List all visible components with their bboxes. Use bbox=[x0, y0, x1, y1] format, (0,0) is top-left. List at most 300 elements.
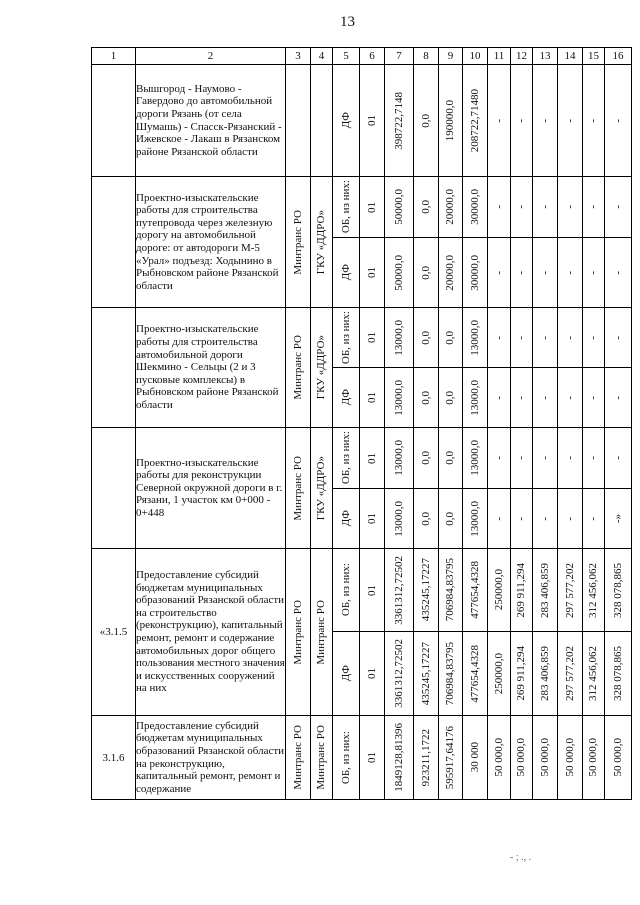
cell-value: 208722,71480 bbox=[468, 88, 481, 153]
participant-text: ГКУ «ДДРО» bbox=[315, 455, 327, 521]
cell-value: - bbox=[563, 456, 576, 460]
cell-value: - bbox=[538, 118, 551, 123]
cell-value: - bbox=[563, 395, 576, 400]
cell-c7 bbox=[385, 549, 414, 632]
cell-value: 0,0 bbox=[419, 511, 432, 526]
cell-c6 bbox=[360, 632, 385, 716]
cell-c8 bbox=[414, 177, 439, 238]
cell-c14 bbox=[558, 632, 583, 716]
participant bbox=[311, 716, 333, 800]
cell-c6 bbox=[360, 489, 385, 549]
table-row bbox=[92, 716, 632, 800]
cell-c16 bbox=[605, 308, 632, 368]
cell-c9 bbox=[439, 549, 463, 632]
cell-value: 0,0 bbox=[419, 390, 432, 405]
cell-value: ОБ, из них: bbox=[339, 730, 352, 785]
cell-value: ОБ, из них: bbox=[339, 431, 352, 485]
cell-c13 bbox=[533, 368, 558, 428]
cell-value: 297 577,202 bbox=[563, 646, 576, 701]
cell-c8 bbox=[414, 549, 439, 632]
cell-value: - bbox=[515, 205, 527, 209]
cell-value: ДФ bbox=[339, 264, 352, 281]
cell-c12 bbox=[511, 238, 533, 308]
cell-value: 30 000 bbox=[468, 742, 481, 773]
cell-value: 01 bbox=[365, 332, 378, 343]
cell-c16 bbox=[605, 177, 632, 238]
cell-c8 bbox=[414, 65, 439, 177]
cell-value: 595917,64176 bbox=[444, 725, 456, 790]
cell-c12 bbox=[511, 428, 533, 489]
cell-c14 bbox=[558, 238, 583, 308]
cell-c11 bbox=[488, 177, 511, 238]
responsible-executor bbox=[286, 65, 311, 177]
cell-value: ОБ, из них: bbox=[339, 180, 352, 234]
program-table bbox=[91, 47, 632, 800]
participant bbox=[311, 308, 333, 428]
responsible-executor bbox=[286, 716, 311, 800]
cell-value: 50 000,0 bbox=[538, 738, 551, 777]
column-number-16: 16 bbox=[605, 48, 632, 65]
item-number bbox=[92, 428, 136, 549]
cell-value: 01 bbox=[365, 668, 378, 679]
cell-c5 bbox=[333, 308, 360, 368]
page-number: 13 bbox=[340, 14, 355, 30]
cell-value: 312 456,062 bbox=[587, 562, 599, 618]
participant-text: Минтранс РО bbox=[315, 725, 327, 790]
column-number-12: 12 bbox=[511, 48, 533, 65]
cell-c8 bbox=[414, 716, 439, 800]
cell-c14 bbox=[558, 368, 583, 428]
cell-value: -» bbox=[611, 513, 624, 524]
cell-value: - bbox=[587, 395, 599, 400]
cell-value: 01 bbox=[365, 392, 378, 403]
cell-c13 bbox=[533, 716, 558, 800]
cell-value: 398722,7148 bbox=[392, 91, 405, 150]
cell-value: - bbox=[515, 270, 527, 275]
item-number bbox=[92, 308, 136, 428]
participant-text: ГКУ «ДДРО» bbox=[315, 335, 327, 400]
cell-c8 bbox=[414, 368, 439, 428]
cell-value: - bbox=[492, 118, 505, 123]
cell-c10 bbox=[463, 549, 488, 632]
cell-c7 bbox=[385, 308, 414, 368]
cell-value: ДФ bbox=[339, 389, 352, 406]
cell-c8 bbox=[414, 238, 439, 308]
cell-value: 13000,0 bbox=[468, 440, 481, 476]
cell-value: 706984,83795 bbox=[444, 641, 456, 706]
cell-value: 0,0 bbox=[419, 113, 432, 128]
cell-value: 30000,0 bbox=[468, 189, 481, 225]
cell-value: 435245,17227 bbox=[419, 558, 432, 622]
cell-c10 bbox=[463, 368, 488, 428]
cell-c8 bbox=[414, 489, 439, 549]
cell-value: 50 000,0 bbox=[611, 738, 624, 777]
cell-c5 bbox=[333, 65, 360, 177]
cell-value: 13000,0 bbox=[392, 319, 405, 356]
cell-c6 bbox=[360, 177, 385, 238]
cell-value: 0,0 bbox=[444, 330, 456, 345]
cell-value: - bbox=[515, 456, 527, 460]
cell-value: - bbox=[538, 270, 551, 275]
cell-c14 bbox=[558, 308, 583, 368]
cell-c11 bbox=[488, 632, 511, 716]
item-description: Проектно-изыскательские работы для строительства путепровода через железную дорогу на автомобильной дороге: от автодороги М-5 «Урал» подъезд: Ходынино в Рыбновском районе Рязанской области bbox=[136, 177, 286, 308]
cell-value: - bbox=[538, 335, 551, 340]
cell-value: 250000,0 bbox=[492, 652, 505, 695]
cell-c15 bbox=[583, 716, 605, 800]
cell-value: - bbox=[611, 395, 624, 400]
cell-value: 477654,4328 bbox=[468, 561, 481, 619]
cell-c5 bbox=[333, 177, 360, 238]
cell-c15 bbox=[583, 489, 605, 549]
cell-value: 50 000,0 bbox=[515, 738, 527, 777]
cell-c7 bbox=[385, 238, 414, 308]
cell-c13 bbox=[533, 177, 558, 238]
cell-c14 bbox=[558, 65, 583, 177]
cell-c15 bbox=[583, 549, 605, 632]
participant bbox=[311, 549, 333, 716]
item-description: Предоставление субсидий бюджетам муниципальных образований Рязанской области на строительство (реконструкцию), капитальный ремонт, ремонт и содержание автомобильных дорог общего пользования местного значения и искусственных сооружений на них bbox=[136, 549, 286, 716]
cell-value: 20000,0 bbox=[444, 189, 456, 225]
cell-c15 bbox=[583, 238, 605, 308]
cell-value: - bbox=[587, 456, 599, 460]
cell-c12 bbox=[511, 489, 533, 549]
cell-value: ДФ bbox=[339, 665, 352, 682]
column-number-13: 13 bbox=[533, 48, 558, 65]
column-number-5: 5 bbox=[333, 48, 360, 65]
item-number: 3.1.6 bbox=[92, 716, 136, 800]
cell-c7 bbox=[385, 177, 414, 238]
cell-c7 bbox=[385, 65, 414, 177]
cell-c15 bbox=[583, 368, 605, 428]
cell-c9 bbox=[439, 428, 463, 489]
cell-value: - bbox=[538, 205, 551, 209]
cell-c14 bbox=[558, 489, 583, 549]
cell-c5 bbox=[333, 716, 360, 800]
cell-value: - bbox=[611, 335, 624, 340]
cell-c9 bbox=[439, 65, 463, 177]
responsible-executor bbox=[286, 428, 311, 549]
column-number-10: 10 bbox=[463, 48, 488, 65]
column-number-4: 4 bbox=[311, 48, 333, 65]
cell-value: - bbox=[515, 516, 527, 521]
cell-value: - bbox=[538, 516, 551, 521]
cell-value: 269 911,294 bbox=[515, 646, 527, 701]
cell-c6 bbox=[360, 238, 385, 308]
column-number-9: 9 bbox=[439, 48, 463, 65]
cell-value: 0,0 bbox=[419, 330, 432, 345]
cell-value: 01 bbox=[365, 752, 378, 763]
cell-c11 bbox=[488, 368, 511, 428]
cell-value: 50 000,0 bbox=[563, 738, 576, 777]
cell-c15 bbox=[583, 177, 605, 238]
scan-artifact: - ; ., . bbox=[510, 852, 532, 863]
cell-value: 312 456,062 bbox=[587, 646, 599, 701]
cell-value: 435245,17227 bbox=[419, 641, 432, 706]
cell-c16 bbox=[605, 368, 632, 428]
cell-value: ОБ, из них: bbox=[339, 310, 352, 365]
cell-value: 297 577,202 bbox=[563, 562, 576, 618]
cell-c12 bbox=[511, 308, 533, 368]
column-number-2: 2 bbox=[136, 48, 286, 65]
cell-value: - bbox=[611, 118, 624, 123]
column-number-6: 6 bbox=[360, 48, 385, 65]
cell-c10 bbox=[463, 177, 488, 238]
cell-value: 50000,0 bbox=[392, 189, 405, 225]
cell-value: 328 078,865 bbox=[611, 562, 624, 618]
participant bbox=[311, 65, 333, 177]
participant bbox=[311, 177, 333, 308]
cell-value: 0,0 bbox=[419, 265, 432, 280]
cell-value: 283 406,859 bbox=[538, 562, 551, 618]
cell-value: - bbox=[587, 205, 599, 209]
cell-value: - bbox=[563, 118, 576, 123]
cell-value: 50000,0 bbox=[392, 254, 405, 291]
cell-value: 0,0 bbox=[419, 451, 432, 465]
cell-c5 bbox=[333, 632, 360, 716]
cell-value: - bbox=[492, 335, 505, 340]
cell-c11 bbox=[488, 428, 511, 489]
item-description: Вышгород - Наумово - Гавердово до автомобильной дороги Рязань (от села Шумашь) - Спасск-Рязанский - Ижевское - Лакаш в Рязанском районе Рязанской области bbox=[136, 65, 286, 177]
cell-c9 bbox=[439, 489, 463, 549]
participant bbox=[311, 428, 333, 549]
participant-text: ГКУ «ДДРО» bbox=[315, 209, 327, 275]
cell-c6 bbox=[360, 716, 385, 800]
item-description: Предоставление субсидий бюджетам муниципальных образований Рязанской области на реконструкцию, капитальный ремонт, ремонт и содержание bbox=[136, 716, 286, 800]
item-number bbox=[92, 65, 136, 177]
responsible-executor bbox=[286, 177, 311, 308]
cell-c16 bbox=[605, 65, 632, 177]
responsible-executor-text: Минтранс РО bbox=[291, 209, 304, 275]
cell-c9 bbox=[439, 177, 463, 238]
table-row bbox=[92, 65, 632, 177]
item-number bbox=[92, 177, 136, 308]
cell-value: - bbox=[492, 516, 505, 521]
column-number-3: 3 bbox=[286, 48, 311, 65]
cell-c8 bbox=[414, 428, 439, 489]
cell-value: - bbox=[515, 118, 527, 123]
cell-c6 bbox=[360, 65, 385, 177]
cell-value: 50 000,0 bbox=[492, 738, 505, 777]
cell-c14 bbox=[558, 177, 583, 238]
cell-c16 bbox=[605, 716, 632, 800]
item-description: Проектно-изыскательские работы для реконструкции Северной окружной дороги в г. Рязани, 1 участок км 0+000 - 0+448 bbox=[136, 428, 286, 549]
cell-value: - bbox=[538, 456, 551, 460]
cell-value: - bbox=[587, 516, 599, 521]
cell-c12 bbox=[511, 65, 533, 177]
cell-c13 bbox=[533, 489, 558, 549]
cell-value: - bbox=[563, 516, 576, 521]
cell-value: 283 406,859 bbox=[538, 646, 551, 701]
cell-c10 bbox=[463, 238, 488, 308]
cell-value: 13000,0 bbox=[392, 500, 405, 537]
cell-value: - bbox=[492, 270, 505, 275]
cell-c11 bbox=[488, 308, 511, 368]
responsible-executor bbox=[286, 308, 311, 428]
cell-c10 bbox=[463, 632, 488, 716]
cell-c13 bbox=[533, 549, 558, 632]
cell-c7 bbox=[385, 716, 414, 800]
cell-c11 bbox=[488, 549, 511, 632]
cell-value: 3361312,72502 bbox=[392, 639, 405, 708]
cell-c14 bbox=[558, 549, 583, 632]
participant-text: Минтранс РО bbox=[315, 599, 327, 665]
cell-c7 bbox=[385, 489, 414, 549]
cell-c15 bbox=[583, 632, 605, 716]
cell-c5 bbox=[333, 238, 360, 308]
table-row bbox=[92, 308, 632, 368]
cell-value: 250000,0 bbox=[492, 569, 505, 611]
cell-c9 bbox=[439, 632, 463, 716]
cell-c15 bbox=[583, 308, 605, 368]
cell-value: 3361312,72502 bbox=[392, 555, 405, 625]
cell-c11 bbox=[488, 238, 511, 308]
cell-value: 477654,4328 bbox=[468, 644, 481, 703]
cell-c6 bbox=[360, 549, 385, 632]
header-row bbox=[92, 48, 632, 65]
cell-value: 0,0 bbox=[419, 200, 432, 214]
cell-c10 bbox=[463, 489, 488, 549]
column-number-8: 8 bbox=[414, 48, 439, 65]
cell-c7 bbox=[385, 368, 414, 428]
responsible-executor-text: Минтранс РО bbox=[291, 335, 304, 400]
cell-value: ДФ bbox=[339, 510, 352, 527]
responsible-executor-text: Минтранс РО bbox=[291, 725, 304, 790]
cell-c16 bbox=[605, 489, 632, 549]
cell-c11 bbox=[488, 716, 511, 800]
cell-value: - bbox=[611, 456, 624, 460]
cell-value: - bbox=[611, 270, 624, 275]
cell-c15 bbox=[583, 65, 605, 177]
cell-value: - bbox=[515, 335, 527, 340]
cell-value: - bbox=[492, 456, 505, 460]
cell-value: ДФ bbox=[339, 112, 352, 129]
cell-c8 bbox=[414, 632, 439, 716]
cell-c9 bbox=[439, 238, 463, 308]
cell-c6 bbox=[360, 308, 385, 368]
cell-c7 bbox=[385, 632, 414, 716]
cell-value: 01 bbox=[365, 201, 378, 213]
cell-c15 bbox=[583, 428, 605, 489]
cell-c13 bbox=[533, 238, 558, 308]
cell-c10 bbox=[463, 428, 488, 489]
cell-c8 bbox=[414, 308, 439, 368]
column-number-11: 11 bbox=[488, 48, 511, 65]
cell-c12 bbox=[511, 177, 533, 238]
cell-value: 13000,0 bbox=[468, 500, 481, 537]
cell-value: 13000,0 bbox=[468, 379, 481, 416]
cell-value: - bbox=[587, 118, 599, 123]
cell-value: 190000,0 bbox=[444, 99, 456, 142]
cell-value: 30000,0 bbox=[468, 254, 481, 291]
cell-c9 bbox=[439, 308, 463, 368]
cell-value: 1849128,81396 bbox=[392, 723, 405, 792]
cell-value: 0,0 bbox=[444, 511, 456, 526]
cell-value: 0,0 bbox=[444, 390, 456, 405]
cell-c13 bbox=[533, 308, 558, 368]
cell-value: - bbox=[563, 335, 576, 340]
cell-c12 bbox=[511, 549, 533, 632]
cell-value: - bbox=[563, 205, 576, 209]
cell-c16 bbox=[605, 632, 632, 716]
cell-value: 923211,1722 bbox=[419, 728, 432, 787]
cell-value: 328 078,865 bbox=[611, 646, 624, 701]
cell-value: 01 bbox=[365, 584, 378, 596]
cell-value: 01 bbox=[365, 267, 378, 278]
cell-c12 bbox=[511, 368, 533, 428]
cell-c10 bbox=[463, 308, 488, 368]
table-row bbox=[92, 177, 632, 238]
cell-value: - bbox=[492, 395, 505, 400]
cell-c16 bbox=[605, 428, 632, 489]
cell-value: 0,0 bbox=[444, 451, 456, 465]
cell-value: 20000,0 bbox=[444, 254, 456, 291]
cell-c5 bbox=[333, 489, 360, 549]
cell-value: 13000,0 bbox=[392, 440, 405, 476]
cell-c11 bbox=[488, 65, 511, 177]
cell-c6 bbox=[360, 428, 385, 489]
cell-c9 bbox=[439, 368, 463, 428]
cell-value: 50 000,0 bbox=[587, 738, 599, 777]
cell-c14 bbox=[558, 716, 583, 800]
table-row bbox=[92, 549, 632, 632]
cell-c14 bbox=[558, 428, 583, 489]
cell-value: - bbox=[563, 270, 576, 275]
column-number-1: 1 bbox=[92, 48, 136, 65]
cell-value: 01 bbox=[365, 452, 378, 464]
cell-c12 bbox=[511, 716, 533, 800]
column-number-14: 14 bbox=[558, 48, 583, 65]
cell-c10 bbox=[463, 716, 488, 800]
cell-value: 01 bbox=[365, 115, 378, 126]
cell-c16 bbox=[605, 549, 632, 632]
cell-c13 bbox=[533, 428, 558, 489]
item-number: «3.1.5 bbox=[92, 549, 136, 716]
cell-c11 bbox=[488, 489, 511, 549]
cell-value: - bbox=[587, 335, 599, 340]
cell-value: 269 911,294 bbox=[515, 562, 527, 618]
cell-c10 bbox=[463, 65, 488, 177]
cell-value: - bbox=[587, 270, 599, 275]
cell-value: - bbox=[611, 205, 624, 209]
cell-c5 bbox=[333, 368, 360, 428]
cell-value: 13000,0 bbox=[392, 379, 405, 416]
cell-c12 bbox=[511, 632, 533, 716]
cell-c5 bbox=[333, 549, 360, 632]
table-row bbox=[92, 428, 632, 489]
cell-c13 bbox=[533, 632, 558, 716]
cell-c9 bbox=[439, 716, 463, 800]
cell-c13 bbox=[533, 65, 558, 177]
column-number-15: 15 bbox=[583, 48, 605, 65]
cell-value: - bbox=[492, 205, 505, 209]
cell-value: 01 bbox=[365, 513, 378, 524]
cell-value: - bbox=[515, 395, 527, 400]
item-description: Проектно-изыскательские работы для строительства автомобильной дороги Шекмино - Сельцы (2 и 3 пусковые комплексы) в Рыбновском районе Рязанской области bbox=[136, 308, 286, 428]
cell-c7 bbox=[385, 428, 414, 489]
cell-c6 bbox=[360, 368, 385, 428]
responsible-executor-text: Минтранс РО bbox=[291, 599, 304, 665]
cell-value: 706984,83795 bbox=[444, 558, 456, 622]
cell-c16 bbox=[605, 238, 632, 308]
cell-value: ОБ, из них: bbox=[339, 563, 352, 617]
cell-value: 13000,0 bbox=[468, 319, 481, 356]
cell-value: - bbox=[538, 395, 551, 400]
responsible-executor bbox=[286, 549, 311, 716]
responsible-executor-text: Минтранс РО bbox=[291, 455, 304, 521]
column-number-7: 7 bbox=[385, 48, 414, 65]
cell-c5 bbox=[333, 428, 360, 489]
